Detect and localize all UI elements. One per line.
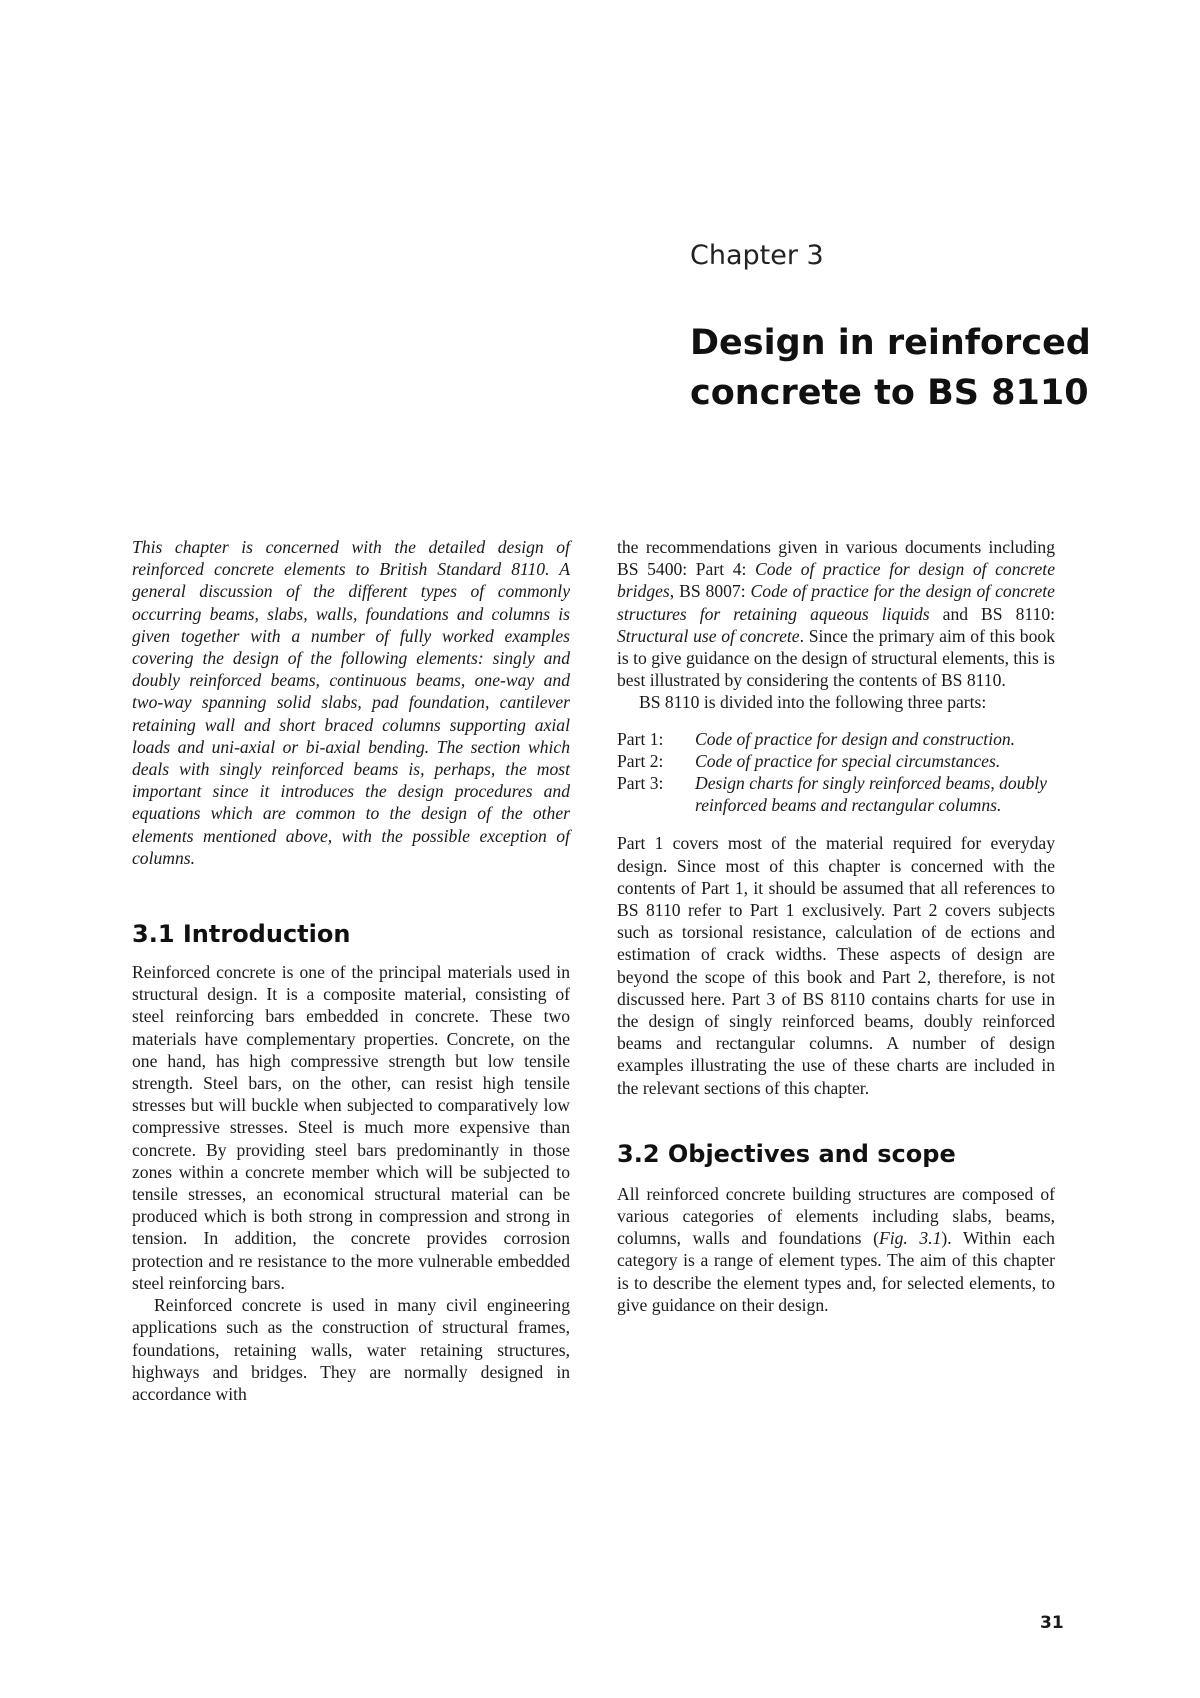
text-run: ). Within each category is a range of element types. The aim of this chapter is to describe the element types and, for selected elements, to give guidance on their design.	[617, 1228, 1055, 1315]
part-1-paragraph: Part 1 covers most of the material required for everyday design. Since most of this chapter is concerned with the contents of Part 1, it should be assumed that all references to BS 8110 refer to Part 1 exclusively. Part 2 covers subjects such as torsional resistance, calculation of de ections and estimation of crack widths. These aspects of design are beyond the scope of this book and Part 2, therefore, is not discussed here. Part 3 of BS 8110 contains charts for use in the design of singly reinforced beams, doubly reinforced beams and rectangular columns. A number of design examples illustrating the use of these charts are included in the relevant sections of this chapter.	[617, 833, 1055, 1098]
parts-list	[617, 728, 1055, 817]
part-item-1	[617, 728, 1055, 750]
parts-intro: BS 8110 is divided into the following three parts:	[639, 692, 987, 713]
part-label: Part 1:	[617, 728, 664, 749]
part-item-3	[617, 772, 1055, 816]
part-description: Code of practice for design and construction.	[695, 728, 1016, 749]
chapter-title	[690, 318, 1110, 418]
chapter-label: Chapter 3	[690, 240, 824, 271]
text-run: , BS 8007:	[669, 581, 751, 602]
section-heading-objectives: 3.2 Objectives and scope	[617, 1139, 956, 1168]
introduction-paragraph-2: Reinforced concrete is used in many civil engineering applications such as the construction of structural frames, foundations, retaining walls, water retaining structures, highways and bridges. They are normally designed in accordance with	[132, 1295, 570, 1404]
text-run: the recommendations given in various documents including BS 5400: Part 4:	[617, 537, 1055, 580]
part-item-2	[617, 750, 1055, 772]
document-title-bridges: Code of practice for design of concrete bridges	[617, 559, 1056, 602]
right-column	[617, 536, 1055, 1316]
text-run: All reinforced concrete building structures are composed of various categories of elements including slabs, beams, columns, walls and foundations (	[617, 1183, 1055, 1249]
chapter-title-line-2: concrete to BS 8110	[690, 373, 1089, 413]
part-description: Design charts for singly reinforced beams, doubly reinforced beams and rectangular columns.	[695, 773, 1047, 816]
figure-reference: Fig. 3.1	[878, 1228, 942, 1249]
document-title-structural-use: Structural use of concrete	[617, 625, 800, 646]
part-label: Part 2:	[617, 750, 664, 771]
bs-documents-paragraph	[617, 536, 1055, 691]
objectives-paragraph	[617, 1183, 1055, 1316]
left-column	[132, 536, 570, 1405]
text-run: . Since the primary aim of this book is to give guidance on the design of structural elements, this is best illustrated by considering the contents of BS 8110.	[617, 625, 1055, 691]
text-run: and BS 8110:	[929, 603, 1055, 624]
introduction-paragraph-1: Reinforced concrete is one of the principal materials used in structural design. It is a composite material, consisting of steel reinforcing bars embedded in concrete. These two materials have complementary properties. Concrete, on the one hand, has high compressive strength but low tensile strength. Steel bars, on the other, can resist high tensile stresses but will buckle when subjected to comparatively low compressive stresses. Steel is much more expensive than concrete. By providing steel bars predominantly in those zones within a concrete member which will be subjected to tensile stresses, an economical structural material can be produced which is both strong in compression and strong in tension. In addition, the concrete provides corrosion protection and re resistance to the more vulnerable embedded steel reinforcing bars.	[132, 962, 570, 1293]
section-heading-introduction: 3.1 Introduction	[132, 920, 351, 949]
page-number: 31	[1040, 1613, 1064, 1633]
part-label: Part 3:	[617, 773, 664, 794]
part-description: Code of practice for special circumstances.	[695, 750, 1001, 771]
document-title-retaining: Code of practice for the design of concrete structures for retaining aqueous liquids	[617, 581, 1055, 624]
chapter-abstract: This chapter is concerned with the detailed design of reinforced concrete elements to British Standard 8110. A general discussion of the different types of commonly occurring beams, slabs, walls, foundations and columns is given together with a number of fully worked examples covering the design of the following elements: singly and doubly reinforced beams, continuous beams, one-way and two-way spanning solid slabs, pad foundation, cantilever retaining wall and short braced columns supporting axial loads and uni-axial or bi-axial bending. The section which deals with singly reinforced beams is, perhaps, the most important since it introduces the design procedures and equations which are common to the design of the other elements mentioned above, with the possible exception of columns.	[132, 537, 570, 868]
chapter-title-line-1: Design in reinforced	[690, 323, 1091, 363]
